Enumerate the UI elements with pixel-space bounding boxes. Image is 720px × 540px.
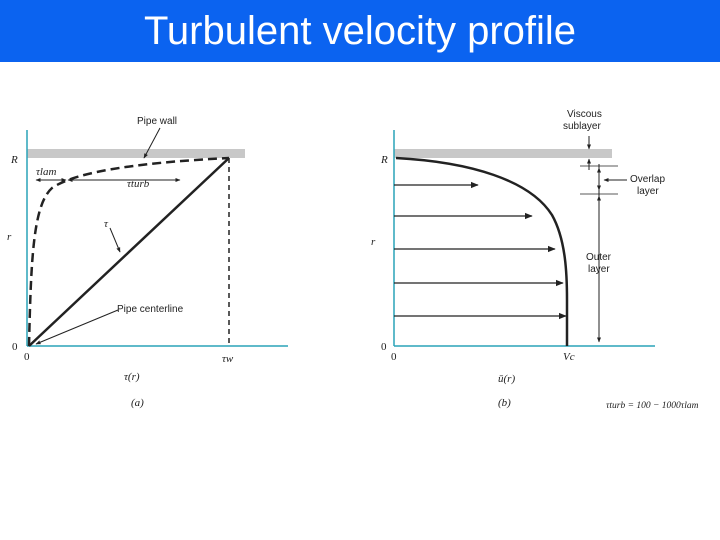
viscous-label-2: sublayer (563, 121, 601, 132)
zero-y-b: 0 (381, 341, 387, 353)
vc-label: Vc (563, 351, 575, 363)
zero-x-b: 0 (391, 351, 397, 363)
tau-w-label: τw (222, 353, 234, 365)
panel-a (7, 116, 288, 409)
velocity-profile-curve (396, 158, 567, 346)
x-label-b: ū(r) (498, 373, 516, 385)
pipe-wall-label: Pipe wall (137, 116, 178, 127)
tau-pointer (110, 228, 120, 252)
tau-label: τ (104, 218, 108, 230)
x-label-a: τ(r) (124, 371, 140, 383)
pipe-centerline-label: Pipe centerline (117, 304, 184, 315)
r-label-a: r (7, 231, 12, 243)
overlap-label-2: layer (637, 186, 659, 197)
caption-b: (b) (498, 397, 511, 409)
panel-b (371, 109, 699, 411)
pipe-wall-b (394, 149, 612, 158)
R-label-b: R (381, 154, 388, 166)
caption-a: (a) (131, 397, 144, 409)
overlap-label-1: Overlap (630, 174, 666, 185)
turbulent-shear-equation: τturb = 100 − 1000τlam (606, 401, 699, 411)
outer-label-1: Outer (586, 252, 612, 263)
viscous-label-1: Viscous (567, 109, 602, 120)
tau-turb-label: τturb (127, 178, 150, 190)
zero-y-a: 0 (12, 341, 18, 353)
tau-lam-label: τlam (36, 166, 57, 178)
pipe-wall-a (27, 149, 245, 158)
R-label-a: R (11, 154, 18, 166)
slide-title: Turbulent velocity profile (143, 8, 577, 53)
r-label-b: r (371, 236, 376, 248)
outer-label-2: layer (588, 264, 610, 275)
zero-x-a: 0 (24, 351, 30, 363)
